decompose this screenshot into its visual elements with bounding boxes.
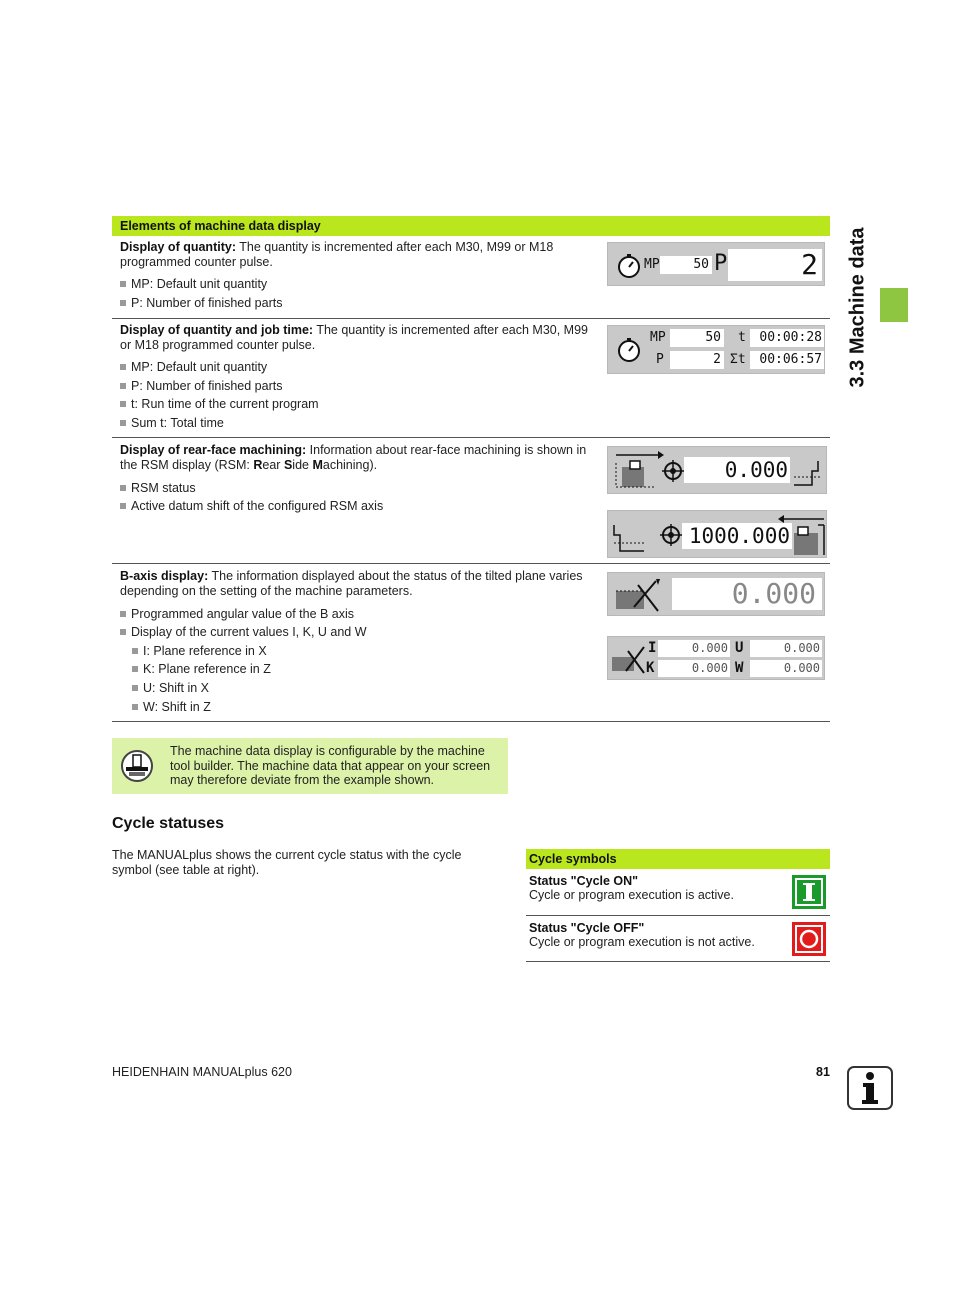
list-item: Active datum shift of the configured RSM axis (120, 499, 383, 513)
cycle-table-header: Cycle symbols (526, 849, 830, 869)
table-row-text: Display of quantity and job time: The quantity is incremented after each M30, M99 or M18 programmed counter pulse. (120, 323, 588, 352)
cycle-off-title: Status "Cycle OFF" (529, 921, 645, 935)
w-label: W (735, 660, 744, 676)
rsm-display-screen-1 (607, 446, 827, 494)
table-row-text: B-axis display: The information displayed about the status of the tilted plane varies depending on the setting of the machine parameters. (120, 569, 583, 598)
t-value: 00:00:28 (750, 329, 824, 347)
stopwatch-icon (616, 253, 642, 279)
list-item: RSM status (120, 481, 196, 495)
workpiece-contour-icon (612, 521, 646, 555)
b-axis-display-screen-1 (607, 572, 825, 616)
datum-shift-icon (662, 460, 684, 482)
mp-label: MP (650, 330, 666, 345)
footer-product: HEIDENHAIN MANUALplus 620 (112, 1065, 292, 1079)
p-label: P (656, 352, 664, 367)
rsm-shift-value: 0.000 (684, 457, 790, 483)
list-item: P: Number of finished parts (120, 296, 282, 310)
info-icon (847, 1066, 893, 1110)
list-item: P: Number of finished parts (120, 379, 282, 393)
i-value: 0.000 (658, 640, 730, 657)
mp-value: 50 (670, 329, 724, 347)
list-item: Display of the current values I, K, U and W (120, 625, 367, 639)
sum-t-value: 00:06:57 (750, 351, 824, 369)
list-item: Programmed angular value of the B axis (120, 607, 354, 621)
section-heading: Cycle statuses (112, 815, 225, 832)
p-label: P (714, 251, 728, 276)
t-label: t (738, 330, 746, 345)
b-axis-angle-value: 0.000 (672, 578, 822, 610)
rsm-display-screen-2 (607, 510, 827, 558)
table-row-text: Display of quantity: The quantity is incremented after each M30, M99 or M18 programmed counter pulse. (120, 240, 554, 269)
w-value: 0.000 (750, 660, 822, 677)
tilted-plane-icon (614, 577, 662, 613)
quantity-time-display-screen (607, 325, 825, 374)
rsm-shift-value: 1000.000 (682, 523, 792, 549)
mp-label: MP (644, 257, 660, 272)
cycle-on-title: Status "Cycle ON" (529, 874, 639, 888)
row-divider (526, 915, 830, 916)
page-number: 81 (816, 1065, 830, 1079)
sub-list-item: U: Shift in X (132, 681, 209, 695)
workpiece-contour-icon (792, 457, 824, 489)
table-header: Elements of machine data display (112, 216, 830, 236)
section-text: The MANUALplus shows the current cycle status with the cycle symbol (see table at right). (112, 848, 462, 877)
p-value: 2 (670, 351, 724, 369)
stopwatch-icon (616, 337, 642, 363)
row-divider (112, 437, 830, 438)
u-label: U (735, 640, 744, 656)
mp-value: 50 (660, 256, 712, 274)
cycle-on-text: Cycle or program execution is active. (529, 888, 734, 902)
u-value: 0.000 (750, 640, 822, 657)
k-label: K (646, 660, 655, 676)
list-item: t: Run time of the current program (120, 397, 319, 411)
list-item: MP: Default unit quantity (120, 277, 267, 291)
i-label: I (648, 640, 657, 656)
cycle-off-icon (792, 922, 826, 956)
list-item: MP: Default unit quantity (120, 360, 267, 374)
quantity-display-screen (607, 242, 825, 286)
datum-shift-icon (660, 524, 682, 546)
tilted-plane-icon (610, 643, 648, 675)
table-row-text: Display of rear-face machining: Information about rear-face machining is shown in the RSM display (RSM: Rear Side Machining). (120, 443, 587, 472)
sub-list-item: I: Plane reference in X (132, 644, 267, 658)
rsm-status-icon (776, 513, 826, 557)
row-divider (112, 318, 830, 319)
row-divider (112, 563, 830, 564)
rsm-status-icon (614, 449, 666, 491)
k-value: 0.000 (658, 660, 730, 677)
chapter-side-title: 3.3 Machine data (846, 226, 869, 388)
sub-list-item: K: Plane reference in Z (132, 662, 271, 676)
p-value: 2 (728, 249, 822, 281)
cycle-off-text: Cycle or program execution is not active. (529, 935, 755, 949)
sub-list-item: W: Shift in Z (132, 700, 211, 714)
sum-t-label: Σt (730, 352, 746, 367)
note-text: The machine data display is configurable by the machine tool builder. The machine data that appear on your screen may therefore deviate from the example shown. (170, 744, 491, 787)
b-axis-display-screen-2 (607, 636, 825, 680)
chapter-marker (880, 288, 908, 322)
machine-note-icon (120, 749, 154, 783)
list-item: Sum t: Total time (120, 416, 224, 430)
table-bottom-rule (526, 961, 830, 962)
table-bottom-rule (112, 721, 830, 722)
cycle-on-icon (792, 875, 826, 909)
